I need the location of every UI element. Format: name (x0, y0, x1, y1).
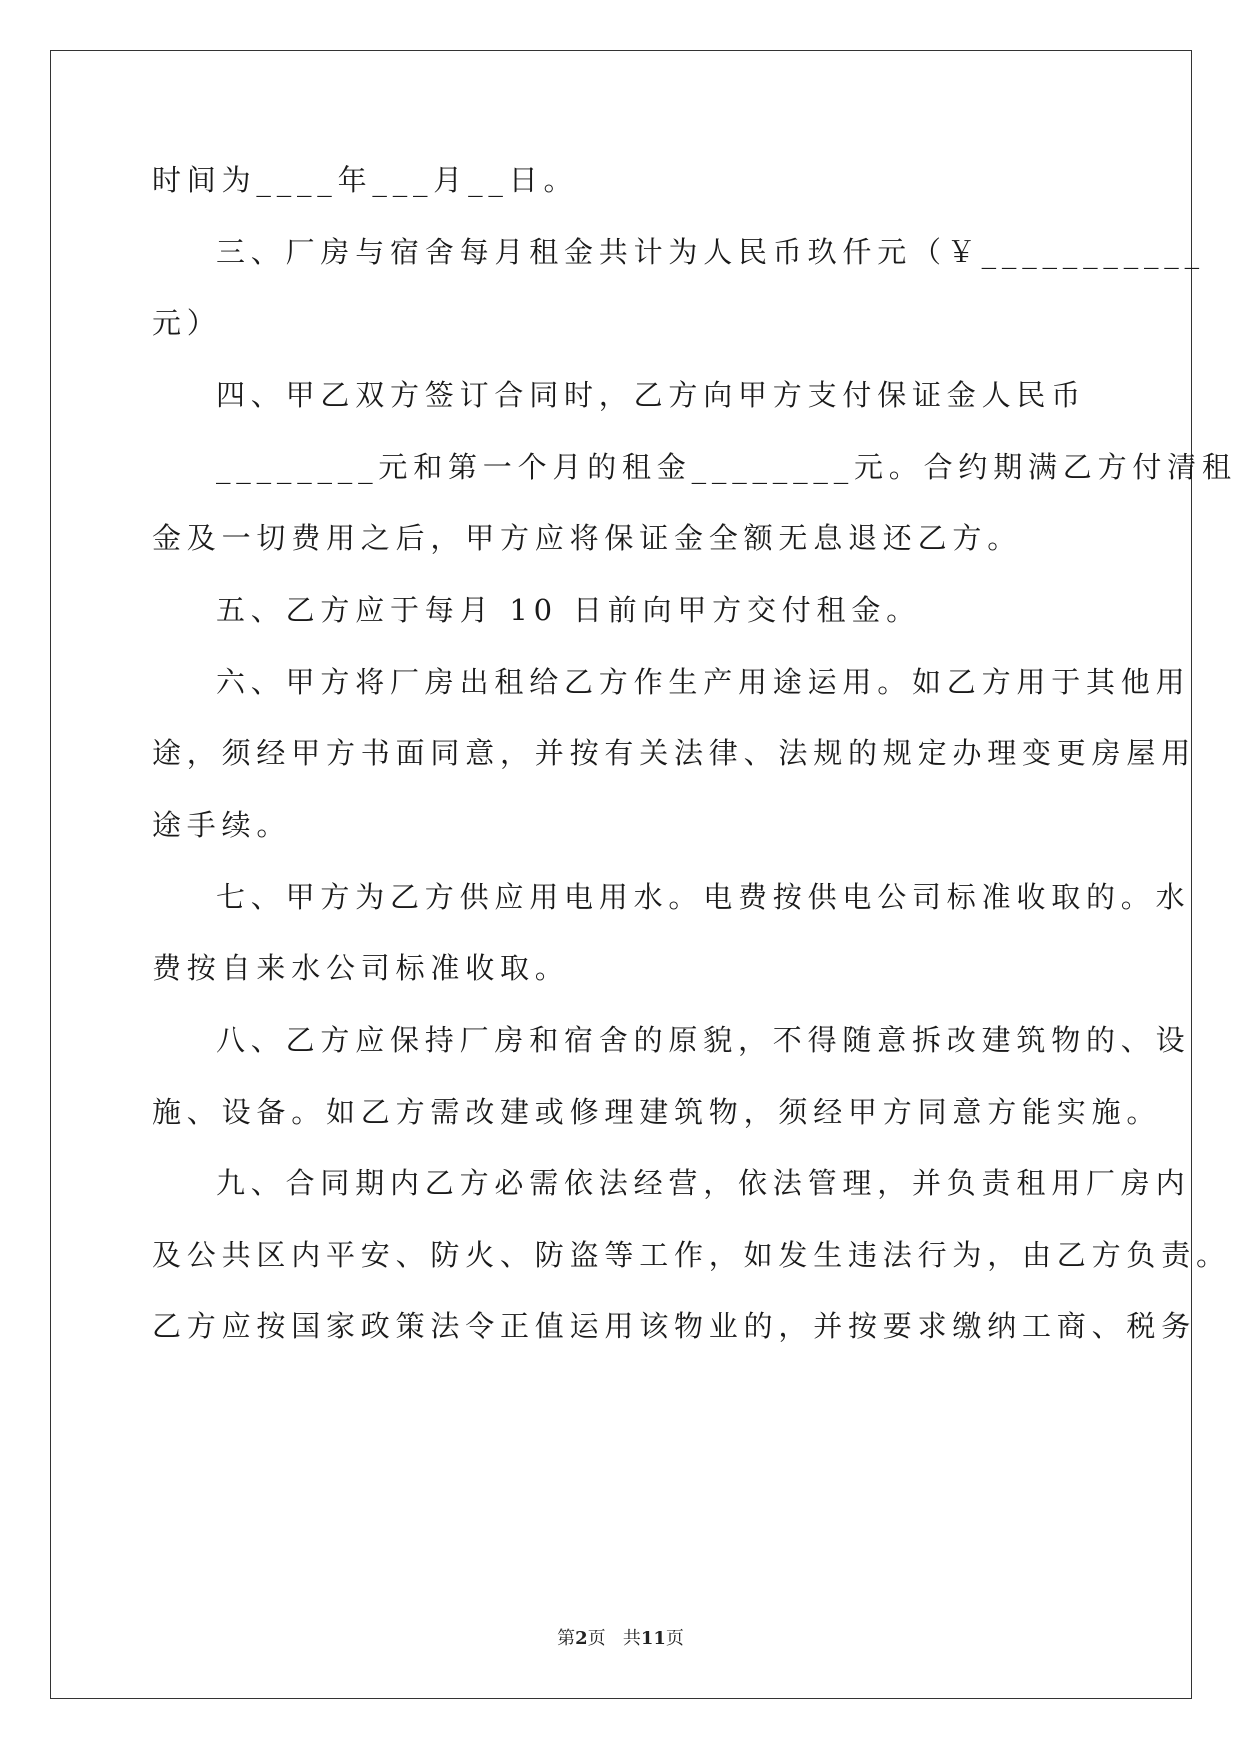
page-suffix: 页 (587, 1628, 606, 1649)
clause-four: 四、甲乙双方签订合同时，乙方向甲方支付保证金人民币 (216, 378, 1087, 412)
text-line: 费按自来水公司标准收取。 (152, 951, 570, 985)
text-line: ________元和第一个月的租金________元。合约期满乙方付清租 (216, 450, 1237, 484)
page-prefix: 第 (557, 1628, 576, 1649)
total-pages: 11 (640, 1628, 666, 1649)
text-line: 途手续。 (152, 808, 292, 842)
total-suffix: 页 (665, 1628, 684, 1649)
text-line: 乙方应按国家政策法令正值运用该物业的，并按要求缴纳工商、税务 (152, 1309, 1197, 1343)
page-border (50, 50, 1192, 1699)
text-line: 途，须经甲方书面同意，并按有关法律、法规的规定办理变更房屋用 (152, 736, 1197, 770)
page-number: 2 (575, 1628, 588, 1649)
text-line: 金及一切费用之后，甲方应将保证金全额无息退还乙方。 (152, 521, 1023, 555)
clause-nine: 九、合同期内乙方必需依法经营，依法管理，并负责租用厂房内 (216, 1166, 1191, 1200)
clause-six: 六、甲方将厂房出租给乙方作生产用途运用。如乙方用于其他用 (216, 665, 1191, 699)
text-line: 元） (152, 306, 222, 340)
page-footer (0, 1624, 1241, 1650)
clause-five: 五、乙方应于每月 10 日前向甲方交付租金。 (216, 593, 921, 627)
total-prefix: 共 (622, 1628, 641, 1649)
text-line: 时间为____年___月__日。 (152, 163, 579, 197)
clause-three: 三、厂房与宿舍每月租金共计为人民币玖仟元（￥___________ (216, 235, 1205, 269)
text-line: 及公共区内平安、防火、防盗等工作，如发生违法行为，由乙方负责。 (152, 1238, 1231, 1272)
clause-eight: 八、乙方应保持厂房和宿舍的原貌，不得随意拆改建筑物的、设 (216, 1023, 1191, 1057)
text-line: 施、设备。如乙方需改建或修理建筑物，须经甲方同意方能实施。 (152, 1095, 1162, 1129)
clause-seven: 七、甲方为乙方供应用电用水。电费按供电公司标准收取的。水 (216, 880, 1191, 914)
